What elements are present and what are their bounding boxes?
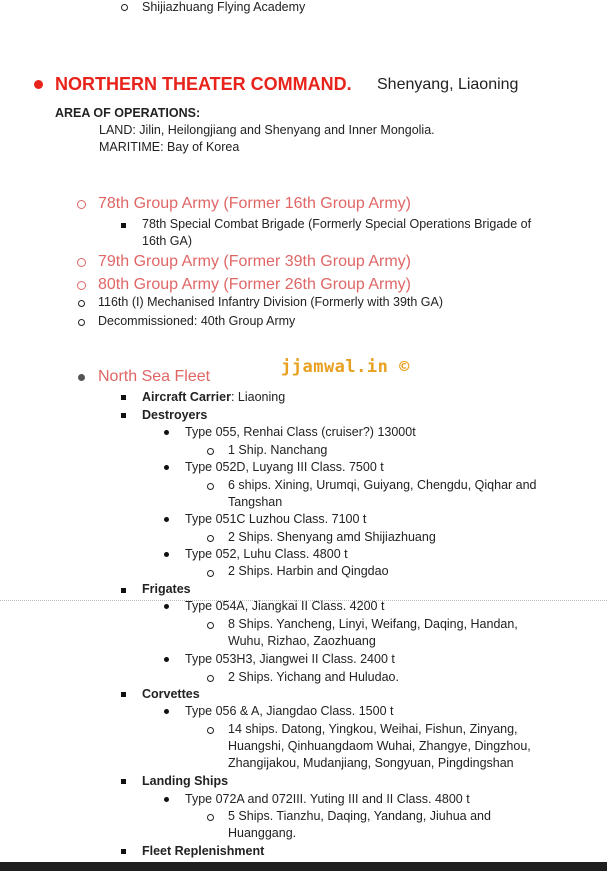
list-item: Huangshi, Qinhuangdaom Wuhai, Zhangye, Dingzhou, — [228, 739, 531, 753]
list-item: Type 055, Renhai Class (cruiser?) 13000t — [185, 425, 416, 439]
list-item: 2 Ships. Shenyang amd Shijiazhuang — [228, 530, 436, 544]
hollow-bullet-icon — [207, 448, 214, 455]
list-item: Zhangijakou, Mudanjiang, Songyuan, Pingdingshan — [228, 756, 514, 770]
hollow-bullet-icon — [207, 483, 214, 490]
red-bullet-icon — [34, 80, 43, 89]
bullet-icon — [164, 709, 169, 714]
list-item: Type 052, Luhu Class. 4800 t — [185, 547, 348, 561]
bullet-icon — [164, 465, 169, 470]
bullet-icon — [164, 797, 169, 802]
list-item: 116th (I) Mechanised Infantry Division (Formerly with 39th GA) — [98, 295, 444, 309]
list-item: Decommissioned: 40th Group Army — [98, 314, 296, 328]
group-army-78: 78th Group Army (Former 16th Group Army) — [98, 195, 411, 212]
list-item: 6 ships. Xining, Urumqi, Guiyang, Chengdu, Qiqhar and — [228, 478, 537, 492]
hollow-bullet-icon — [121, 4, 128, 11]
bullet-icon — [164, 657, 169, 662]
list-item: 8 Ships. Yancheng, Linyi, Weifang, Daqing, Handan, — [228, 617, 518, 631]
watermark: jjamwal.in © — [281, 357, 410, 377]
list-item: Type 053H3, Jiangwei II Class. 2400 t — [185, 652, 395, 666]
list-item: 1 Ship. Nanchang — [228, 443, 328, 457]
group-army-79: 79th Group Army (Former 39th Group Army) — [98, 253, 411, 270]
square-bullet-icon — [121, 779, 126, 784]
command-location: Shenyang, Liaoning — [377, 76, 519, 93]
list-item: 2 Ships. Harbin and Qingdao — [228, 564, 389, 578]
list-item: Type 054A, Jiangkai II Class. 4200 t — [185, 599, 385, 613]
aircraft-carrier-item: Aircraft Carrier: Liaoning — [142, 390, 286, 404]
bullet-icon — [164, 430, 169, 435]
land-operations: LAND: Jilin, Heilongjiang and Shenyang and Inner Mongolia. — [99, 123, 435, 137]
bullet-icon — [164, 552, 169, 557]
list-item: Type 072A and 072III. Yuting III and II Class. 4800 t — [185, 792, 470, 806]
maritime-operations: MARITIME: Bay of Korea — [99, 140, 240, 154]
list-item: 5 Ships. Tianzhu, Daqing, Yandang, Jiuhua and — [228, 809, 491, 823]
fleet-replenishment-heading: Fleet Replenishment — [142, 844, 265, 858]
list-item: 2 Ships. Yichang and Huludao. — [228, 670, 399, 684]
bullet-icon — [164, 604, 169, 609]
hollow-red-bullet-icon — [77, 258, 86, 267]
list-item: Shijiazhuang Flying Academy — [142, 0, 306, 14]
list-item: 16th GA) — [142, 234, 193, 248]
group-army-80: 80th Group Army (Former 26th Group Army) — [98, 276, 411, 293]
frigates-heading: Frigates — [142, 582, 191, 596]
hollow-red-bullet-icon — [77, 281, 86, 290]
square-bullet-icon — [121, 849, 126, 854]
square-bullet-icon — [121, 413, 126, 418]
hollow-bullet-icon — [78, 319, 85, 326]
hollow-bullet-icon — [207, 675, 214, 682]
list-item: Wuhu, Rizhao, Zaozhuang — [228, 634, 376, 648]
hollow-bullet-icon — [207, 814, 214, 821]
list-item: Tangshan — [228, 495, 283, 509]
hollow-red-bullet-icon — [77, 200, 86, 209]
square-bullet-icon — [121, 395, 126, 400]
destroyers-heading: Destroyers — [142, 408, 208, 422]
command-title: NORTHERN THEATER COMMAND. — [55, 74, 352, 94]
landing-ships-heading: Landing Ships — [142, 774, 229, 788]
bullet-icon — [78, 374, 85, 381]
square-bullet-icon — [121, 692, 126, 697]
list-item: 14 ships. Datong, Yingkou, Weihai, Fishun, Zinyang, — [228, 722, 518, 736]
corvettes-heading: Corvettes — [142, 687, 200, 701]
list-item: 78th Special Combat Brigade (Formerly Special Operations Brigade of — [142, 217, 532, 231]
hollow-bullet-icon — [207, 570, 214, 577]
hollow-bullet-icon — [78, 300, 85, 307]
list-item: Type 056 & A, Jiangdao Class. 1500 t — [185, 704, 394, 718]
fleet-title: North Sea Fleet — [98, 368, 211, 385]
list-item: Type 052D, Luyang III Class. 7500 t — [185, 460, 384, 474]
square-bullet-icon — [121, 223, 126, 228]
area-of-operations-heading: AREA OF OPERATIONS: — [55, 106, 201, 120]
hollow-bullet-icon — [207, 622, 214, 629]
bullet-icon — [164, 517, 169, 522]
hollow-bullet-icon — [207, 535, 214, 542]
bottom-bar — [0, 862, 607, 871]
list-item: Type 051C Luzhou Class. 7100 t — [185, 512, 367, 526]
square-bullet-icon — [121, 588, 126, 593]
hollow-bullet-icon — [207, 727, 214, 734]
list-item: Huanggang. — [228, 826, 297, 840]
